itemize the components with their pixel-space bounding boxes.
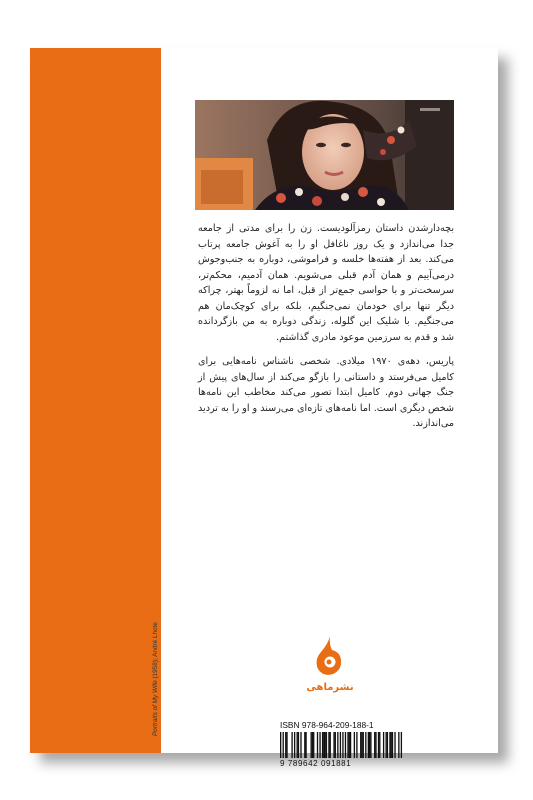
barcode-bar xyxy=(375,732,376,758)
barcode-bar xyxy=(326,732,327,758)
barcode-bar xyxy=(283,732,284,758)
barcode-bar xyxy=(378,732,379,758)
barcode-bar xyxy=(392,732,393,758)
barcode-bar xyxy=(342,732,343,758)
credit-artwork-title: Portraits of My Wife xyxy=(152,680,159,736)
barcode-bar xyxy=(394,732,395,758)
barcode-bar xyxy=(401,732,402,758)
credit-artist: (1958); André Lhote xyxy=(152,622,159,681)
barcode-bar xyxy=(323,732,324,758)
isbn-number: ISBN 978-964-209-188-1 xyxy=(280,720,374,730)
barcode-bar xyxy=(398,732,399,758)
barcode-bar xyxy=(280,732,281,758)
barcode-bar xyxy=(347,732,348,758)
barcode-bar xyxy=(297,732,298,758)
barcode-bar xyxy=(391,732,392,758)
barcode-bar xyxy=(387,732,388,758)
barcode-bar xyxy=(345,732,346,758)
barcode-bar xyxy=(319,732,320,758)
isbn-barcode xyxy=(280,732,402,758)
barcode-bar xyxy=(311,732,312,758)
barcode-digits: 9 789642 091881 xyxy=(280,759,352,768)
publisher-name: نشرماهی xyxy=(306,682,354,693)
barcode-bar xyxy=(340,732,341,758)
barcode-bar xyxy=(374,732,375,758)
barcode-bar xyxy=(305,732,306,758)
blurb-paragraph-1: بچه‌دارشدن داستان رمزآلودیست. زن را برای مدتی از جامعه جدا می‌اندازد و یک روز ناغافل او را به آغوش جامعه پرتاب می‌کند. بعد از هفته‌ها خلسه و فراموشی، دوباره به جنب‌وجوش درمی‌آییم و همان آدم قبلی می‌شویم. همان آدمیم، محکم‌تر، سرسخت‌تر و با حواسی جمع‌تر از قبل، اما نه لزوماً بهتر، چراکه دیگر تنها برای خودمان نمی‌جنگیم، بلکه برای کوچک‌مان هم می‌جنگیم. با شلیک این گلوله، زندگی دوباره به من بازگردانده شد و قدم به سرزمین موعود مادری گذاشتم. xyxy=(198,223,454,343)
barcode-bar xyxy=(356,732,357,758)
barcode-bar xyxy=(389,732,390,758)
barcode-bar xyxy=(328,732,329,758)
barcode-bar xyxy=(354,732,355,758)
barcode-bar xyxy=(370,732,371,758)
barcode-bar xyxy=(286,732,287,758)
barcode-bar xyxy=(312,732,313,758)
barcode-bar xyxy=(330,732,331,758)
barcode-bar xyxy=(350,732,351,758)
barcode-bar xyxy=(365,732,366,758)
barcode-bar xyxy=(361,732,362,758)
barcode-bar xyxy=(304,732,305,758)
orange-spine-band xyxy=(30,48,161,753)
barcode-bar xyxy=(385,732,386,758)
barcode-bar xyxy=(335,732,336,758)
book-back-cover xyxy=(30,48,498,768)
barcode-bar xyxy=(291,732,292,758)
publisher-logo xyxy=(308,634,352,694)
barcode-bar xyxy=(363,732,364,758)
barcode-bar xyxy=(313,732,314,758)
fish-drop-icon xyxy=(308,634,352,694)
barcode-bar xyxy=(379,732,380,758)
barcode-bar xyxy=(337,732,338,758)
portrait-illustration xyxy=(195,100,454,210)
barcode-bar xyxy=(360,732,361,758)
barcode-bar xyxy=(322,732,323,758)
barcode-bar xyxy=(285,732,286,758)
barcode-bar xyxy=(369,732,370,758)
barcode-bar xyxy=(368,732,369,758)
cover-art-credit xyxy=(152,586,159,736)
blurb-paragraph-2: پاریس، دهه‌ی ۱۹۷۰ میلادی. شخصی ناشناس نامه‌هایی برای کامیل می‌فرستد و داستانی را بازگو می‌کند از سال‌های پیش از جنگ جهانی دوم. کامیل ابتدا تصور می‌کند مخاطب این نامه‌ها شخص دیگری است. اما نامه‌های تازه‌ای می‌رسند و او را به تردید می‌اندازند. xyxy=(198,356,454,429)
barcode-bar xyxy=(333,732,334,758)
barcode-bar xyxy=(349,732,350,758)
barcode-bar xyxy=(383,732,384,758)
barcode-bar xyxy=(324,732,325,758)
barcode-bar xyxy=(300,732,301,758)
barcode-bar xyxy=(298,732,299,758)
barcode-bar xyxy=(317,732,318,758)
barcode-bar xyxy=(294,732,295,758)
author-portrait-photo xyxy=(195,100,454,210)
